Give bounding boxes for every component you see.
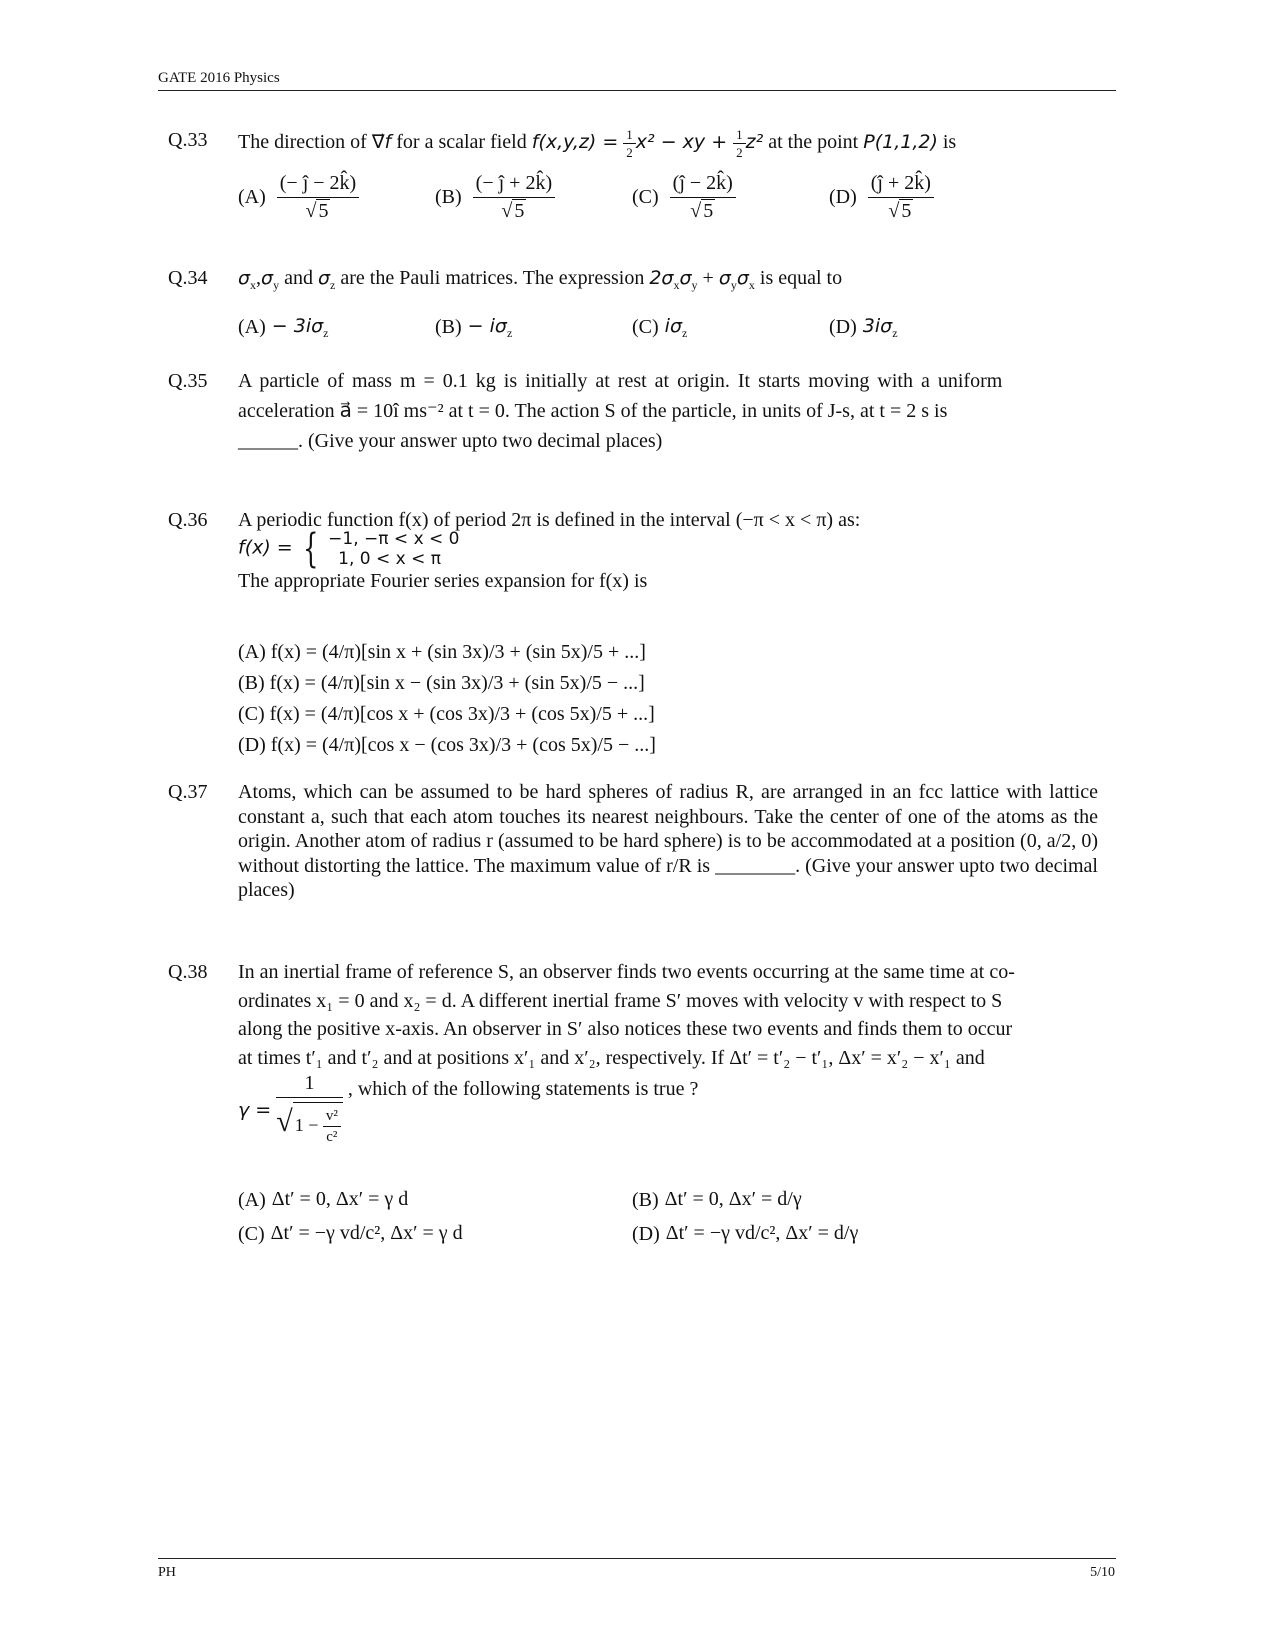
q38-line-5: , which of the following statements is true ? (347, 1078, 699, 1100)
gamma-numerator: 1 (276, 1072, 343, 1098)
q36-option-c[interactable] (238, 699, 838, 730)
header-title: GATE 2016 Physics (158, 70, 280, 86)
option-label: (C) (632, 186, 659, 208)
option-value: Δt′ = −γ vd/c², Δx′ = d/γ (665, 1222, 859, 1244)
brace-icon: { (302, 526, 319, 572)
question-number: Q.37 (168, 781, 208, 803)
question-number: Q.36 (168, 509, 208, 531)
option-label: (C) (238, 703, 265, 725)
option-label: (A) (238, 641, 266, 663)
piece-2: 1, 0 < x < π (338, 549, 442, 569)
fraction-numerator: (− ĵ − 2k̂) (277, 172, 359, 198)
q34-option-d[interactable]: (D) $3i\sigma_z$ (829, 315, 898, 340)
gamma-den-text: 1 − (294, 1115, 319, 1135)
question-34 (168, 266, 1098, 306)
c-squared: c² (326, 1129, 338, 1146)
option-label: (B) (238, 672, 265, 694)
option-value: Δt′ = 0, Δx′ = γ d (271, 1188, 409, 1210)
question-number: Q.38 (168, 961, 208, 983)
q34-text-b: are the Pauli matrices. The expression (340, 267, 645, 289)
q33-gradient: ∇⃗f (371, 131, 392, 154)
q35-line-1: A particle of mass m = 0.1 kg is initially at rest at origin. It starts moving with a uniform (238, 370, 1003, 392)
q33-option-a[interactable] (238, 172, 359, 223)
option-label: (D) (829, 186, 857, 208)
option-fraction: $\frac{(ĵ - 2k̂)}{√ 5}$ (670, 172, 736, 223)
q36-option-b[interactable] (238, 668, 838, 699)
option-value: iσ (664, 315, 682, 337)
option-value: f(x) = (4/π)[sin x − (sin 3x)/3 + (sin 5x)/5 − ...] (269, 672, 645, 694)
option-value: 3iσ (862, 315, 893, 337)
piece-1: −1, −π < x < 0 (328, 529, 460, 549)
option-label: (C) (632, 315, 659, 338)
q33-option-d[interactable] (829, 172, 934, 223)
q36-line-3: The appropriate Fourier series expansion for f(x) is (238, 570, 648, 592)
question-37 (168, 780, 1098, 905)
question-36 (168, 508, 1098, 608)
q38-option-c[interactable] (238, 1216, 463, 1251)
q34-option-b[interactable]: $(B) - i\sigma_z$ (435, 315, 513, 340)
fraction-numerator: (− ĵ + 2k̂) (473, 172, 555, 198)
option-fraction: $\frac{(- ĵ + 2k̂)}{√ 5}$ (473, 172, 555, 223)
option-value: − iσ (467, 315, 507, 337)
question-number: Q.33 (168, 129, 208, 151)
option-label: (B) (435, 186, 462, 208)
q36-option-d[interactable] (238, 730, 838, 761)
footer-paper-code: PH (158, 1565, 176, 1580)
q38-gamma-definition (238, 1072, 938, 1167)
q38-option-d[interactable] (632, 1216, 858, 1251)
q34-options (238, 315, 978, 345)
sigma-symbol: σ (238, 267, 251, 289)
question-body: $\sigma_x,\sigma_y$ and $\sigma_z$ are the Pauli matrices. The expression $2\sigma_x\sigma_y + \sigma_y\sigma_x$ is equal to (238, 267, 843, 292)
fraction-numerator: (ĵ + 2k̂) (868, 172, 934, 198)
gamma-symbol: γ = (238, 1098, 272, 1121)
question-body: Atoms, which can be assumed to be hard spheres of radius R, are arranged in an fcc lattice with lattice constant a, such that each atom touches its nearest neighbours. Take the center of one of the atoms as the origin. Another atom of radius r (assumed to be hard sphere) is to be accommodated at a position (0, a/2, 0) without distorting the lattice. The maximum value of r/R is ________. (Give your answer upto two decimal places) (238, 781, 1098, 901)
question-body (238, 366, 1098, 456)
question-body: The direction of ∇⃗f for a scalar field f(x,y,z) = $\frac{1}{2}$ x² − xy + $\frac{1}{2}$ z² at the point P(1,1,2) is (238, 127, 957, 160)
q38-line-2: ordinates x₁ = 0 and x₂ = d. A different inertial frame S′ moves with velocity v with respect to S (238, 989, 1003, 1012)
q38-option-a[interactable] (238, 1182, 408, 1217)
piecewise-cases (328, 529, 459, 569)
option-label: (A) (238, 186, 266, 208)
fraction-numerator: (ĵ − 2k̂) (670, 172, 736, 198)
option-label: (A) (238, 315, 266, 338)
option-label: (D) (238, 734, 266, 756)
fraction-denominator: 5 (514, 200, 525, 222)
option-label: (C) (238, 1223, 265, 1246)
q36-options (238, 637, 838, 759)
q33-text-a: The direction of (238, 131, 367, 154)
q38-line-1: In an inertial frame of reference S, an observer finds two events occurring at the same time at co- (238, 961, 1015, 983)
q34-option-a[interactable]: $(A) - 3i\sigma_z$ (238, 315, 329, 340)
q33-text-b: for a scalar field (396, 131, 527, 154)
option-label: (D) (829, 315, 857, 338)
q38-option-b[interactable] (632, 1182, 802, 1217)
q34-text-a: and (284, 267, 313, 289)
option-value: Δt′ = −γ vd/c², Δx′ = γ d (270, 1222, 463, 1244)
question-38 (168, 958, 1098, 1068)
q35-line-2: acceleration a⃗ = 10î ms⁻² at t = 0. The action S of the particle, in units of J-s, at t = 2 s is (238, 400, 948, 422)
option-label: (B) (435, 315, 462, 338)
q33-option-c[interactable] (632, 172, 736, 223)
q36-fx: f(x) = (238, 536, 293, 559)
q33-half-fraction-2: $\frac{1}{2}$ (733, 128, 746, 159)
q36-piecewise (238, 526, 1098, 573)
q38-line-4: at times t′₁ and t′₂ and at positions x′₁ and x′₂, respectively. If Δt′ = t′₂ − t′₁, Δx′ = x′₂ − x′₁ and (238, 1046, 985, 1069)
q38-line-3: along the positive x-axis. An observer in S′ also notices these two events and finds them to occur (238, 1018, 1013, 1040)
q33-option-b[interactable] (435, 172, 555, 223)
q34-option-c[interactable]: (C) $i\sigma_z$ (632, 315, 688, 340)
header-rule (158, 90, 1116, 91)
question-body (238, 508, 1098, 594)
option-value: Δt′ = 0, Δx′ = d/γ (664, 1188, 802, 1210)
option-label: (B) (632, 1189, 659, 1212)
question-number: Q.35 (168, 370, 208, 392)
q33-point: P(1,1,2) (863, 131, 938, 154)
fraction-denominator: 5 (318, 200, 329, 222)
q33-function: f(x,y,z) = (531, 131, 619, 154)
q33-text-c: at the point (768, 131, 859, 154)
option-value: f(x) = (4/π)[sin x + (sin 3x)/3 + (sin 5x)/5 + ...] (270, 641, 646, 663)
q33-half-fraction: $\frac{1}{2}$ (623, 128, 636, 159)
question-number: Q.34 (168, 267, 208, 289)
q34-text-c: is equal to (759, 267, 843, 289)
option-value: f(x) = (4/π)[cos x + (cos 3x)/3 + (cos 5x)/5 + ...] (269, 703, 655, 725)
footer-rule (158, 1558, 1116, 1559)
q33-options (238, 172, 978, 242)
q33-text-d: is (942, 131, 957, 154)
question-body (238, 958, 1098, 1072)
option-label: (D) (632, 1223, 660, 1246)
option-value: f(x) = (4/π)[cos x − (cos 3x)/3 + (cos 5x)/5 − ...] (270, 734, 656, 756)
question-35 (168, 366, 1098, 456)
footer-page-number: 5/10 (1090, 1565, 1115, 1580)
q38-options (238, 1182, 958, 1248)
option-label: (A) (238, 1189, 266, 1212)
option-value: − 3iσ (271, 315, 324, 337)
fraction-denominator: 5 (901, 200, 912, 222)
q36-line-1: A periodic function f(x) of period 2π is defined in the interval (−π < x < π) as: (238, 509, 861, 531)
fraction-denominator: 5 (703, 200, 714, 222)
option-fraction: $\frac{(ĵ + 2k̂)}{√ 5}$ (868, 172, 934, 223)
q36-option-a[interactable] (238, 637, 838, 668)
q35-line-3: ______. (Give your answer upto two decimal places) (238, 430, 663, 452)
q34-expression: 2σ (649, 267, 674, 289)
option-fraction: $\frac{(- ĵ - 2k̂)}{√ 5}$ (277, 172, 359, 223)
gamma-fraction: 1 √ 1 − $\frac{\text{v²}}{\text{c²}}$ (276, 1072, 343, 1147)
v-squared: v² (323, 1108, 341, 1127)
